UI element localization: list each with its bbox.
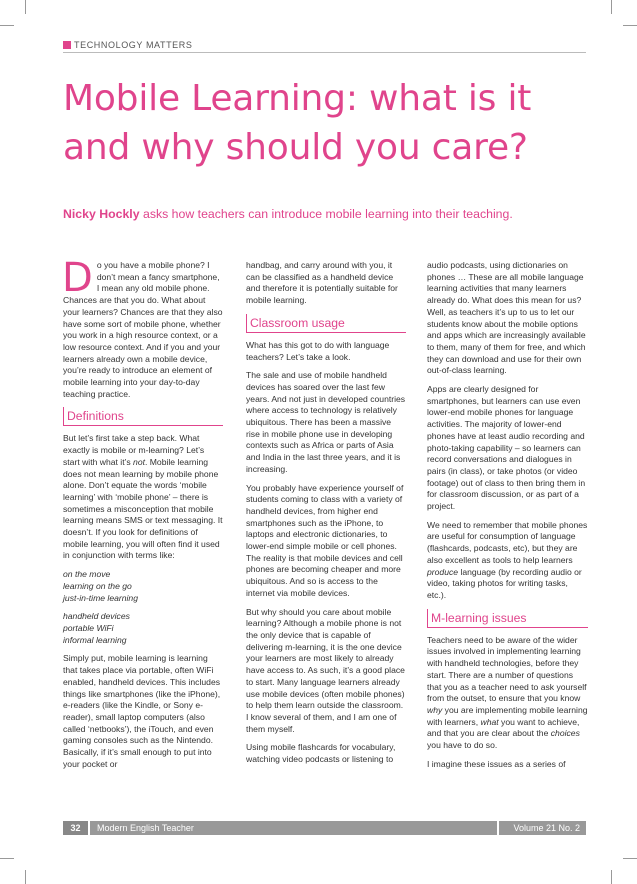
- subhead-definitions: Definitions: [63, 407, 223, 426]
- paragraph: The sale and use of mobile handheld devices has soared over the last few years. And not just in developed countries where access to technology is relatively ubiquitous. There has been a massive rise in mobile phone use in developing contexts such as Africa or parts of Asia and India in the last three years, and it is increasing.: [246, 370, 406, 474]
- paragraph: Simply put, mobile learning is learning that takes place via portable, often WiFi enabled, handheld devices. This includes things like smartphones (like the iPhone), e-readers (like the Kindle, or Sony e-reader), small laptop computers (also called ‘netbooks’), the iTouch, and even gaming consoles such as the Nintendo. Basically, if it’s small enough to put into your pocket or: [63, 653, 221, 769]
- standfirst: [63, 207, 603, 221]
- crop-mark: [0, 25, 14, 26]
- article-title: [63, 74, 603, 172]
- title-line-2: and why should you care?: [63, 127, 528, 168]
- paragraph: We need to remember that mobile phones are useful for consumption of language (flashcards, podcasts, etc), but they are also excellent as tools to help learners produce language (by recording audio or video, taking photos for writing tasks, etc.).: [427, 519, 588, 600]
- paragraph: What has this got to do with language teachers? Let’s take a look.: [246, 339, 390, 362]
- crop-mark: [25, 870, 26, 884]
- crop-mark: [623, 858, 637, 859]
- paragraph: Teachers need to be aware of the wider issues involved in implementing learning with handheld technologies, before they start. There are a number of questions that you as a teacher need to ask yourself from the outset, to ensure that you know why you are implementing mobile learning with learners, what you want to achieve, and that you are clear about the choices you have to do so.: [427, 634, 588, 751]
- section-label: TECHNOLOGY MATTERS: [74, 40, 193, 50]
- crop-mark: [623, 25, 637, 26]
- paragraph: But let’s first take a step back. What exactly is mobile or m-learning? Let’s start with what it’s not. Mobile learning does not mean learning by mobile phone alone. Don’t equate the words ‘mobile learning’ with ‘mobile phone’ – there is sometimes a misconception that mobile learning means SMS or text messaging. It doesn’t. If you look for definitions of mobile learning, you will often find it used in conjunction with terms like:: [63, 433, 223, 561]
- paragraph: But why should you care about mobile learning? Although a mobile phone is not the only device that is capable of delivering m-learning, it is the one device your learners are most likely to already have access to. As such, it’s a good place to start. Many language learners already use mobile devices (often mobile phones) to help them learn outside the classroom. I know several of them, and I am one of them myself.: [246, 606, 405, 734]
- column-3: [427, 260, 588, 770]
- paragraph: You probably have experience yourself of students coming to class with a variety of handheld devices, from higher end smartphones such as the iPhone, to laptops and electronic dictionaries, to lower-end simple mobile or cell phones. The reality is that mobile devices and cell phones are becoming cheaper and more ubiquitous. And so is access to the internet via mobile devices.: [246, 482, 404, 598]
- issue-number: Volume 21 No. 2: [499, 821, 586, 835]
- title-line-1: Mobile Learning: what is it: [63, 78, 532, 119]
- section-square-icon: [63, 41, 71, 49]
- header-rule: [63, 52, 586, 53]
- crop-mark: [611, 870, 612, 884]
- paragraph: Apps are clearly designed for smartphones, but learners can use even lower-end mobile phones for language activities. The majority of lower-end phones have at least audio recording and photo-taking capability – so learners can record conversations and dialogues in pairs (in class), or take photos (or video footage) out of class to then bring them in for classroom discussion, or as part of a project.: [427, 384, 586, 512]
- terms-list-2: [63, 611, 223, 646]
- dropcap: D: [62, 255, 93, 301]
- paragraph: I imagine these issues as a series of: [427, 758, 566, 769]
- terms-list-1: [63, 569, 223, 604]
- page-footer: [63, 821, 586, 835]
- author-name: Nicky Hockly: [63, 207, 140, 221]
- crop-mark: [25, 0, 26, 14]
- page-number: 32: [63, 821, 88, 835]
- crop-mark: [0, 858, 14, 859]
- term: informal learning: [63, 634, 127, 645]
- term: portable WiFi: [63, 622, 114, 633]
- term: handheld devices: [63, 611, 130, 622]
- term: on the move: [63, 569, 111, 580]
- subhead-m-learning-issues: M-learning issues: [427, 609, 588, 628]
- intro-paragraph: Do you have a mobile phone? I don’t mean a fancy smartphone, I mean any old mobile phone. Chances are that you do. What about your learners? Chances are that they also have some sort of mobile phone, whether you work in a high resource context, or a low resource context. And if you and your learners already own a mobile device, you’re ready to introduce an element of mobile learning into your day-to-day teaching practice.: [62, 255, 223, 399]
- subhead-classroom-usage: Classroom usage: [246, 314, 406, 333]
- term: learning on the go: [63, 580, 132, 591]
- section-header: [63, 40, 192, 50]
- paragraph: audio podcasts, using dictionaries on phones … These are all mobile language learning activities that many learners already do. What does this mean for us? Well, as teachers it’s up to us to let our students know about the mobile options and apps which are increasingly available to them, many of them for free, and which they can download and use for their own out-of-class learning.: [427, 260, 586, 376]
- column-1: [62, 255, 223, 770]
- crop-mark: [611, 0, 612, 14]
- column-2: [246, 260, 406, 766]
- paragraph: Using mobile flashcards for vocabulary, watching video podcasts or listening to: [246, 742, 396, 765]
- term: just-in-time learning: [63, 592, 138, 603]
- standfirst-text: asks how teachers can introduce mobile learning into their teaching.: [139, 207, 513, 221]
- publication-name: Modern English Teacher: [90, 821, 497, 835]
- paragraph: handbag, and carry around with you, it can be classified as a handheld device and therefore it is potentially suitable for mobile learning.: [246, 260, 398, 306]
